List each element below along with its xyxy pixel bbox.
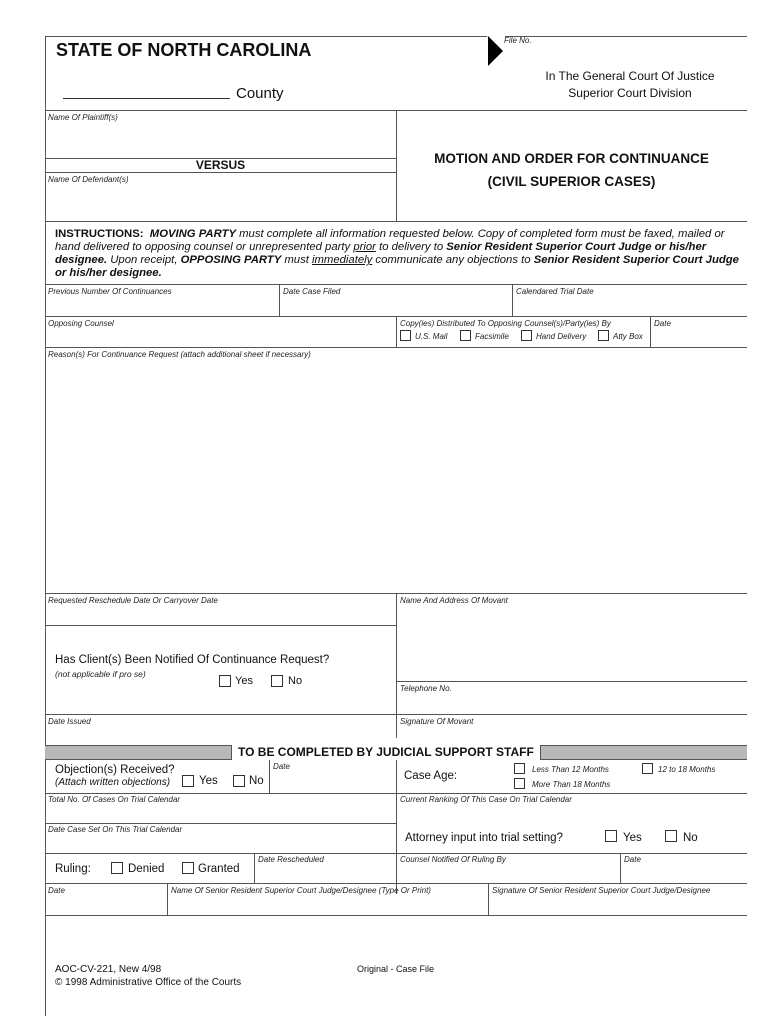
more-18-months-label: More Than 18 Months [532, 780, 611, 789]
ruling-date-label: Date [624, 855, 641, 864]
ruling-date-field[interactable] [621, 865, 747, 882]
12-to-18-months-checkbox[interactable] [642, 763, 653, 774]
copies-date-field[interactable] [651, 329, 747, 346]
not-applicable-label: (not applicable if pro se) [55, 669, 146, 679]
objections-no-checkbox[interactable] [233, 775, 245, 787]
opposing-counsel-label: Opposing Counsel [48, 319, 114, 328]
requested-reschedule-field[interactable] [46, 606, 396, 624]
copyright: © 1998 Administrative Office of the Courts [55, 977, 242, 988]
client-notified-yes-label: Yes [235, 675, 253, 687]
atty-box-checkbox[interactable] [598, 330, 609, 341]
instructions-prior: prior [353, 241, 376, 253]
attorney-input-no-label: No [683, 832, 698, 844]
versus-label: VERSUS [195, 158, 246, 172]
attorney-input-no-checkbox[interactable] [665, 830, 677, 842]
county-label: County [236, 85, 284, 102]
signature-movant-label: Signature Of Movant [400, 717, 474, 726]
attorney-input-label: Attorney input into trial setting? [405, 832, 563, 844]
judge-date-field[interactable] [46, 896, 167, 914]
opposing-counsel-field[interactable] [46, 329, 396, 346]
attorney-input-yes-checkbox[interactable] [605, 830, 617, 842]
judge-date-label: Date [48, 886, 65, 895]
attach-written-label: (Attach written objections) [55, 777, 171, 788]
ruling-label: Ruling: [55, 863, 91, 875]
us-mail-checkbox[interactable] [400, 330, 411, 341]
county-line [63, 98, 230, 99]
state-title: STATE OF NORTH CAROLINA [56, 40, 312, 60]
current-ranking-label: Current Ranking Of This Case On Trial Calendar [400, 795, 572, 804]
granted-label: Granted [198, 863, 240, 875]
date-rescheduled-label: Date Rescheduled [258, 855, 324, 864]
judicial-banner-title: TO BE COMPLETED BY JUDICIAL SUPPORT STAFF [231, 745, 541, 760]
telephone-label: Telephone No. [400, 684, 452, 693]
judge-signature-label: Signature Of Senior Resident Superior Court Judge/Designee [492, 886, 711, 895]
name-address-movant-label: Name And Address Of Movant [400, 596, 508, 605]
prev-continuances-field[interactable] [46, 297, 279, 315]
granted-checkbox[interactable] [182, 862, 194, 874]
copies-distributed-label: Copy(ies) Distributed To Opposing Counsel(s)/Party(ies) By [400, 319, 611, 328]
moving-party: MOVING PARTY [149, 228, 236, 240]
client-notified-no-checkbox[interactable] [271, 675, 283, 687]
instructions-heading: INSTRUCTIONS: [55, 228, 144, 240]
date-rescheduled-field[interactable] [255, 865, 396, 882]
objections-yes-checkbox[interactable] [182, 775, 194, 787]
date-case-filed-label: Date Case Filed [283, 287, 341, 296]
opposing-party: OPPOSING PARTY [180, 254, 282, 266]
instructions-text-1: must complete all information requested below. Copy of completed form must be faxed, mailed or hand delivered to opposing counsel or unrepresented party [55, 228, 725, 253]
date-case-filed-field[interactable] [280, 297, 512, 315]
telephone-field[interactable] [397, 694, 747, 714]
12-to-18-months-label: 12 to 18 Months [658, 765, 716, 774]
instructions-text-4: must [281, 254, 313, 266]
calendared-trial-date-label: Calendared Trial Date [516, 287, 594, 296]
form-number: AOC-CV-221, New 4/98 [55, 964, 162, 975]
date-issued-field[interactable] [46, 727, 396, 744]
less-12-months-checkbox[interactable] [514, 763, 525, 774]
date-issued-label: Date Issued [48, 717, 91, 726]
facsimile-checkbox[interactable] [460, 330, 471, 341]
instructions-immediately: immediately [312, 254, 373, 266]
client-notified-yes-checkbox[interactable] [219, 675, 231, 687]
judge-name-field[interactable] [168, 896, 488, 914]
instructions-judge-2: Senior Resident Superior Court Judge or his/her designee. [55, 254, 739, 279]
form-title-line-2: (CIVIL SUPERIOR CASES) [487, 174, 656, 189]
objections-date-label: Date [273, 762, 290, 771]
reasons-label: Reason(s) For Continuance Request (attach additional sheet if necessary) [48, 350, 311, 359]
total-cases-field[interactable] [46, 805, 396, 822]
copies-date-label: Date [654, 319, 671, 328]
objections-no-label: No [249, 775, 264, 787]
judge-name-label: Name Of Senior Resident Superior Court Judge/Designee (Type Or Print) [171, 886, 431, 895]
atty-box-label: Atty Box [613, 332, 643, 341]
original-case-file: Original - Case File [357, 964, 435, 974]
objections-received-label: Objection(s) Received? [55, 764, 175, 776]
date-case-set-label: Date Case Set On This Trial Calendar [48, 825, 183, 834]
prev-continuances-label: Previous Number Of Continuances [48, 287, 172, 296]
defendant-label: Name Of Defendant(s) [48, 175, 129, 184]
objections-yes-label: Yes [199, 775, 218, 787]
client-notified-question: Has Client(s) Been Notified Of Continuance Request? [55, 654, 330, 666]
current-ranking-field[interactable] [397, 805, 747, 822]
less-12-months-label: Less Than 12 Months [532, 765, 609, 774]
facsimile-label: Facsimile [475, 332, 509, 341]
plaintiff-label: Name Of Plaintiff(s) [48, 113, 118, 122]
name-address-movant-field[interactable] [397, 606, 747, 680]
court-line-2: Superior Court Division [568, 86, 692, 100]
objections-date-field[interactable] [270, 773, 396, 792]
client-notified-no-label: No [288, 675, 303, 687]
file-no-label: File No. [504, 36, 532, 45]
judge-signature-field[interactable] [489, 896, 747, 914]
more-18-months-checkbox[interactable] [514, 778, 525, 789]
instructions-text-3: Upon receipt, [107, 254, 181, 266]
case-age-label: Case Age: [404, 770, 458, 782]
counsel-notified-label: Counsel Notified Of Ruling By [400, 855, 506, 864]
instructions-text-2: to delivery to [375, 241, 447, 253]
court-line-1: In The General Court Of Justice [545, 69, 715, 83]
instructions [55, 228, 745, 280]
hand-delivery-label: Hand Delivery [536, 332, 587, 341]
requested-reschedule-label: Requested Reschedule Date Or Carryover Date [48, 596, 218, 605]
plaintiff-field[interactable] [46, 124, 396, 157]
attorney-input-yes-label: Yes [623, 832, 642, 844]
counsel-notified-field[interactable] [397, 865, 620, 882]
form-title-line-1: MOTION AND ORDER FOR CONTINUANCE [434, 151, 709, 166]
defendant-field[interactable] [46, 186, 396, 219]
signature-movant-field[interactable] [397, 727, 747, 744]
calendared-trial-date-field[interactable] [513, 297, 747, 315]
file-no-arrow-icon [488, 36, 503, 66]
instructions-judge-1: Senior Resident Superior Court Judge or his/her designee. [55, 241, 707, 266]
denied-label: Denied [128, 863, 165, 875]
reasons-textarea[interactable] [46, 360, 746, 592]
hand-delivery-checkbox[interactable] [521, 330, 532, 341]
instructions-text-5: communicate any objections to [372, 254, 534, 266]
us-mail-label: U.S. Mail [415, 332, 448, 341]
denied-checkbox[interactable] [111, 862, 123, 874]
total-cases-label: Total No. Of Cases On Trial Calendar [48, 795, 181, 804]
date-case-set-field[interactable] [46, 835, 396, 852]
